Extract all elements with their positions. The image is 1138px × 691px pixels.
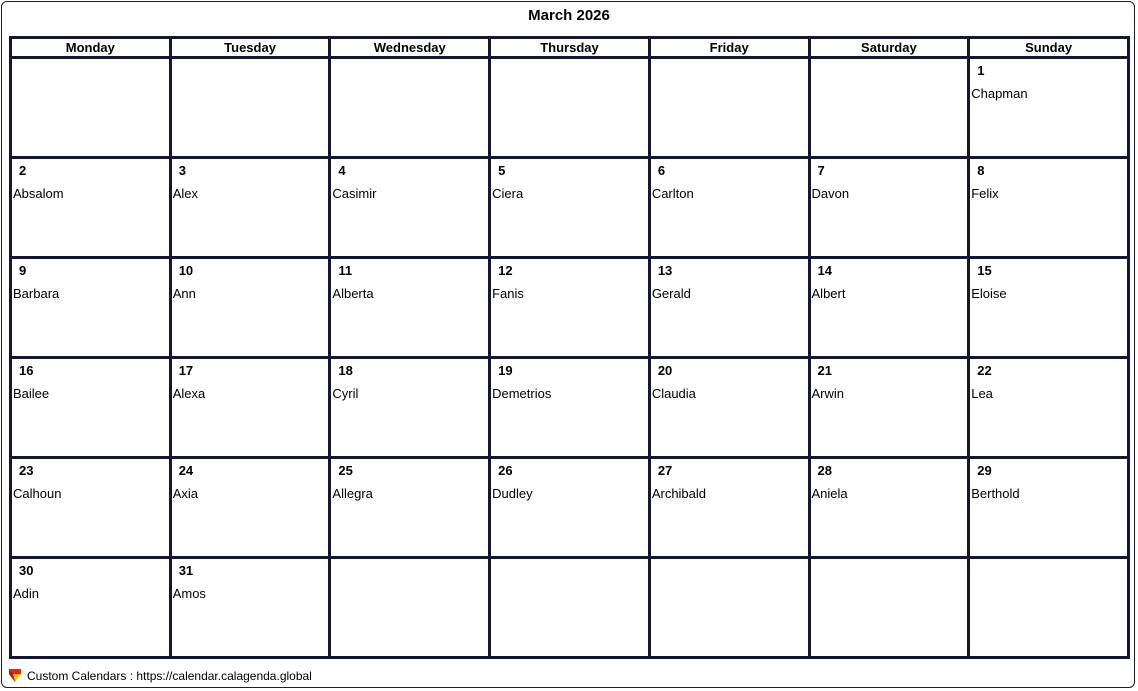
- empty-day-cell: [649, 58, 809, 158]
- calendar-body: [11, 58, 1129, 658]
- empty-day-cell: [490, 58, 650, 158]
- day-name: Casimir: [332, 186, 377, 201]
- day-number: 12: [498, 263, 513, 278]
- day-number: 2: [19, 163, 27, 178]
- day-number: 11: [338, 263, 353, 278]
- footer-link[interactable]: Custom Calendars : https://calendar.calagenda.global: [27, 669, 312, 683]
- empty-day-cell: [649, 558, 809, 658]
- day-number: 19: [498, 363, 513, 378]
- day-cell: [809, 158, 969, 258]
- day-number: 25: [338, 463, 353, 478]
- day-number: 28: [817, 463, 832, 478]
- day-number: 1: [977, 63, 985, 78]
- day-cell: [170, 358, 330, 458]
- day-number: 7: [817, 163, 825, 178]
- day-number: 16: [19, 363, 34, 378]
- day-cell: [330, 358, 490, 458]
- calendar-logo-icon: [9, 669, 22, 683]
- week-row: [11, 158, 1129, 258]
- day-name: Alex: [172, 186, 198, 201]
- day-name: Ann: [172, 286, 196, 301]
- calendar-title: March 2026: [528, 7, 610, 24]
- week-row: [11, 458, 1129, 558]
- empty-day-cell: [330, 58, 490, 158]
- day-number: 15: [977, 263, 992, 278]
- day-number: 23: [19, 463, 34, 478]
- day-cell: [11, 258, 171, 358]
- day-name: Archibald: [651, 486, 707, 501]
- day-name: Calhoun: [13, 486, 62, 501]
- week-row: [11, 58, 1129, 158]
- weekday-tuesday: Tuesday: [170, 38, 330, 58]
- day-cell: [649, 158, 809, 258]
- day-name: Davon: [811, 186, 850, 201]
- day-cell: [330, 158, 490, 258]
- day-number: 6: [657, 163, 666, 178]
- day-name: Claudia: [651, 386, 696, 401]
- day-cell: [170, 558, 330, 658]
- weekday-thursday: Thursday: [490, 38, 650, 58]
- day-name: Albert: [811, 286, 846, 301]
- day-name: Arwin: [811, 386, 845, 401]
- week-row: [11, 558, 1129, 658]
- day-cell: [969, 158, 1129, 258]
- week-row: [11, 358, 1129, 458]
- day-cell: [11, 458, 171, 558]
- calendar-grid: [9, 36, 1130, 659]
- day-number: 20: [657, 363, 673, 378]
- day-number: 21: [817, 363, 832, 378]
- week-row: [11, 258, 1129, 358]
- empty-day-cell: [809, 558, 969, 658]
- empty-day-cell: [11, 58, 171, 158]
- day-cell: [649, 258, 809, 358]
- day-name: Fanis: [492, 286, 524, 301]
- day-cell: [969, 58, 1129, 158]
- day-name: Adin: [13, 586, 40, 601]
- day-number: 24: [178, 463, 194, 478]
- day-number: 27: [657, 463, 673, 478]
- day-name: Absalom: [13, 186, 64, 201]
- day-name: Lea: [971, 386, 993, 401]
- day-name: Gerald: [651, 286, 691, 301]
- day-cell: [969, 258, 1129, 358]
- day-cell: [490, 258, 650, 358]
- day-cell: [649, 358, 809, 458]
- empty-day-cell: [170, 58, 330, 158]
- day-number: 5: [498, 163, 506, 178]
- day-name: Bailee: [13, 386, 50, 401]
- weekday-monday: Monday: [11, 38, 171, 58]
- day-cell: [490, 358, 650, 458]
- day-cell: [330, 258, 490, 358]
- day-cell: [170, 458, 330, 558]
- day-number: 8: [977, 163, 985, 178]
- day-name: Aniela: [811, 486, 848, 501]
- day-cell: [330, 458, 490, 558]
- day-number: 13: [657, 263, 673, 278]
- day-cell: [649, 458, 809, 558]
- day-number: 10: [178, 263, 194, 278]
- day-name: Barbara: [13, 286, 60, 301]
- day-number: 17: [178, 363, 194, 378]
- day-name: Cyril: [332, 386, 359, 401]
- day-cell: [11, 558, 171, 658]
- day-number: 22: [977, 363, 992, 378]
- empty-day-cell: [809, 58, 969, 158]
- weekday-saturday: Saturday: [809, 38, 969, 58]
- day-cell: [809, 258, 969, 358]
- day-number: 9: [19, 263, 27, 278]
- day-number: 31: [178, 563, 194, 578]
- empty-day-cell: [490, 558, 650, 658]
- day-number: 14: [817, 263, 832, 278]
- day-name: Alexa: [172, 386, 206, 401]
- day-name: Chapman: [971, 86, 1028, 101]
- day-number: 30: [19, 563, 34, 578]
- day-name: Ciera: [492, 186, 524, 201]
- day-cell: [170, 258, 330, 358]
- empty-day-cell: [330, 558, 490, 658]
- weekday-wednesday: Wednesday: [330, 38, 490, 58]
- day-name: Amos: [172, 586, 206, 601]
- empty-day-cell: [969, 558, 1129, 658]
- day-cell: [11, 358, 171, 458]
- weekday-header-row: [11, 38, 1129, 58]
- day-number: 26: [498, 463, 513, 478]
- day-name: Demetrios: [492, 386, 552, 401]
- day-cell: [809, 458, 969, 558]
- day-cell: [969, 358, 1129, 458]
- day-name: Axia: [172, 486, 198, 501]
- day-number: 3: [178, 163, 186, 178]
- day-cell: [170, 158, 330, 258]
- day-number: 18: [338, 363, 353, 378]
- day-cell: [969, 458, 1129, 558]
- day-name: Allegra: [332, 486, 373, 501]
- day-cell: [809, 358, 969, 458]
- day-name: Carlton: [651, 186, 694, 201]
- day-name: Felix: [971, 186, 999, 201]
- day-number: 4: [338, 163, 346, 178]
- day-name: Berthold: [971, 486, 1020, 501]
- day-number: 29: [977, 463, 992, 478]
- day-name: Dudley: [492, 486, 533, 501]
- weekday-sunday: Sunday: [969, 38, 1129, 58]
- day-cell: [490, 458, 650, 558]
- day-cell: [11, 158, 171, 258]
- day-name: Eloise: [971, 286, 1007, 301]
- footer: [9, 666, 312, 686]
- day-cell: [490, 158, 650, 258]
- weekday-friday: Friday: [649, 38, 809, 58]
- day-name: Alberta: [332, 286, 374, 301]
